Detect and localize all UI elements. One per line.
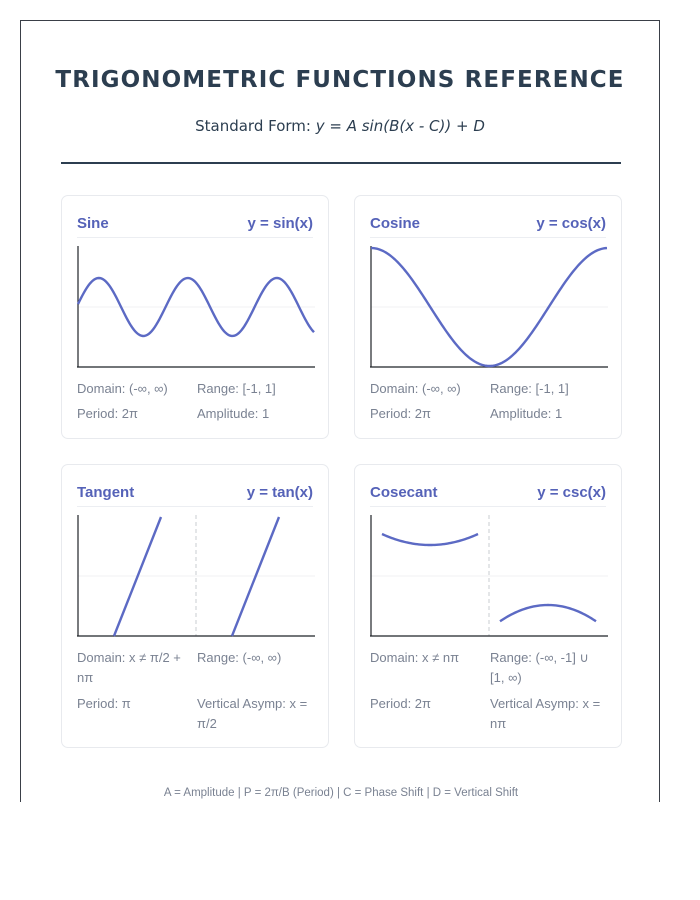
card-header — [77, 215, 313, 238]
period-text: Period: 2π — [370, 696, 432, 711]
card-cosine — [354, 195, 622, 439]
range-text: Range: (-∞, -1] ∪ [1, ∞) — [490, 650, 589, 685]
card-cosecant — [354, 464, 622, 748]
domain-text: Domain: x ≠ π/2 + nπ — [77, 650, 181, 685]
cosecant-graph — [370, 515, 608, 637]
function-name: Tangent — [77, 484, 135, 501]
function-name: Cosecant — [370, 484, 438, 501]
title-divider — [61, 162, 621, 164]
legend-footer: A = Amplitude | P = 2π/B (Period) | C = Phase Shift | D = Vertical Shift — [163, 787, 519, 799]
card-tangent — [61, 464, 329, 748]
tangent-graph — [77, 515, 315, 637]
card-header — [370, 484, 606, 507]
period-text: Period: 2π — [370, 406, 432, 421]
period-text: Period: 2π — [77, 406, 139, 421]
function-equation: y = csc(x) — [537, 484, 606, 501]
card-header — [77, 484, 313, 507]
domain-text: Domain: (-∞, ∞) — [77, 381, 168, 396]
period-text: Period: π — [77, 696, 131, 711]
cosecant-lower-branch — [500, 605, 596, 621]
page-subtitle — [21, 117, 659, 135]
cosecant-upper-branch — [382, 534, 478, 545]
domain-text: Domain: x ≠ nπ — [370, 650, 460, 665]
function-equation: y = cos(x) — [536, 215, 606, 232]
sine-graph — [77, 246, 315, 368]
asymptote-text: Vertical Asymp: x = nπ — [490, 696, 601, 731]
subtitle-prefix: Standard Form: — [195, 117, 316, 135]
amplitude-text: Amplitude: 1 — [490, 406, 563, 421]
range-text: Range: [-1, 1] — [490, 381, 569, 396]
range-text: Range: [-1, 1] — [197, 381, 276, 396]
asymptote-text: Vertical Asymp: x = π/2 — [197, 696, 308, 731]
card-header — [370, 215, 606, 238]
function-equation: y = sin(x) — [247, 215, 313, 232]
reference-sheet — [20, 20, 660, 802]
card-sine — [61, 195, 329, 439]
domain-text: Domain: (-∞, ∞) — [370, 381, 461, 396]
cosine-graph — [370, 246, 608, 368]
page-title: TRIGONOMETRIC FUNCTIONS REFERENCE — [55, 67, 625, 93]
amplitude-text: Amplitude: 1 — [197, 406, 270, 421]
standard-form-formula: y = A sin(B(x - C)) + D — [315, 117, 485, 135]
function-name: Cosine — [370, 215, 421, 232]
range-text: Range: (-∞, ∞) — [197, 650, 282, 665]
function-name: Sine — [77, 215, 109, 232]
function-equation: y = tan(x) — [246, 484, 313, 501]
